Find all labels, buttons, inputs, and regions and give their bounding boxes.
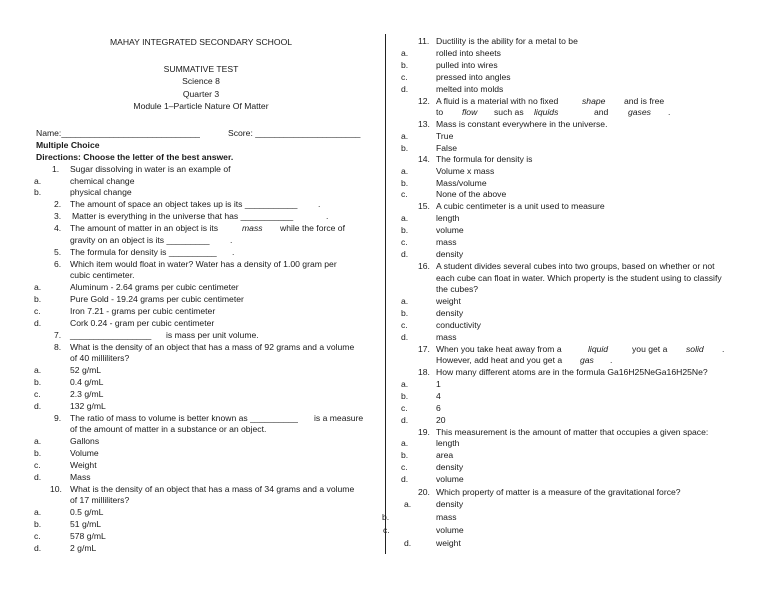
q8-b-text[interactable]: 0.4 g/mL: [70, 377, 104, 387]
q20-c-letter: c.: [383, 525, 390, 535]
q12-answer-shape: shape: [582, 96, 606, 106]
q16-continuation-2: the cubes?: [436, 284, 479, 294]
q6-d-letter: d.: [34, 318, 42, 328]
q6-continuation: cubic centimeter.: [70, 270, 135, 280]
q10-b-letter: b.: [34, 519, 42, 529]
q18-d-letter: d.: [401, 415, 409, 425]
q16-text: A student divides several cubes into two groups, based on whether or not: [436, 261, 715, 271]
q16-c-text[interactable]: conductivity: [436, 320, 481, 330]
q2-dot: .: [318, 199, 321, 209]
q20-d-letter: d.: [404, 538, 412, 548]
q6-a-text[interactable]: Aluminum - 2.64 grams per cubic centimeter: [70, 282, 239, 292]
q20-number: 20.: [418, 487, 430, 497]
q9-number: 9.: [54, 413, 62, 423]
q8-c-letter: c.: [34, 389, 41, 399]
q13-b-text[interactable]: False: [436, 143, 458, 153]
q8-b-letter: b.: [34, 377, 42, 387]
q10-a-text[interactable]: 0.5 g/mL: [70, 507, 104, 517]
q12-dot: .: [668, 107, 671, 117]
q17-number: 17.: [418, 344, 430, 354]
q9-b-text[interactable]: Volume: [70, 448, 99, 458]
q6-a-letter: a.: [34, 282, 42, 292]
q10-number: 10.: [50, 484, 62, 494]
q12-answer-gases: gases: [628, 107, 651, 117]
q10-continuation: of 17 milliliters?: [70, 495, 130, 505]
q10-c-letter: c.: [34, 531, 41, 541]
q10-a-letter: a.: [34, 507, 42, 517]
q12-and: and: [594, 107, 609, 117]
q16-b-letter: b.: [401, 308, 409, 318]
q19-a-text[interactable]: length: [436, 438, 460, 448]
q12-text-2: and is free: [624, 96, 665, 106]
q18-a-letter: a.: [401, 379, 409, 389]
q13-a-text[interactable]: True: [436, 131, 454, 141]
q6-b-text[interactable]: Pure Gold - 19.24 grams per cubic centimeter: [70, 294, 244, 304]
name-blank: _____________________________: [61, 128, 200, 138]
q15-b-text[interactable]: volume: [436, 225, 464, 235]
q10-d-letter: d.: [34, 543, 42, 553]
q20-a-letter: a.: [404, 499, 412, 509]
q16-continuation: each cube can float in water. Which property is the student using to classify: [436, 273, 722, 283]
q17-text-2: you get a: [632, 344, 668, 354]
q15-c-letter: c.: [401, 237, 408, 247]
q1-a-text[interactable]: chemical change: [70, 176, 135, 186]
test-title: SUMMATIVE TEST: [163, 64, 239, 74]
q12-such-as: such as: [494, 107, 524, 117]
q20-b-text[interactable]: mass: [436, 512, 457, 522]
q8-number: 8.: [54, 342, 62, 352]
q9-continuation: of the amount of matter in a substance or an object.: [70, 424, 267, 434]
score-blank: ______________________: [255, 128, 361, 138]
q14-number: 14.: [418, 154, 430, 164]
q19-a-letter: a.: [401, 438, 409, 448]
q16-b-text[interactable]: density: [436, 308, 464, 318]
q20-a-text[interactable]: density: [436, 499, 464, 509]
q15-c-text[interactable]: mass: [436, 237, 457, 247]
q11-d-letter: d.: [401, 84, 409, 94]
q15-d-letter: d.: [401, 249, 409, 259]
q1-b-letter: b.: [34, 187, 42, 197]
q10-text: What is the density of an object that has a mass of 34 grams and a volume: [70, 484, 355, 494]
q6-d-text[interactable]: Cork 0.24 - gram per cubic centimeter: [70, 318, 215, 328]
q5-text: The formula for density is __________: [70, 247, 217, 257]
q16-number: 16.: [418, 261, 430, 271]
q8-text: What is the density of an object that has a mass of 92 grams and a volume: [70, 342, 355, 352]
q13-number: 13.: [418, 119, 430, 129]
q8-continuation: of 40 milliliters?: [70, 353, 130, 363]
q6-c-text[interactable]: Iron 7.21 - grams per cubic centimeter: [70, 306, 216, 316]
q4-text-2: while the force of: [280, 223, 345, 233]
q5-dot: .: [232, 247, 235, 257]
q9-a-letter: a.: [34, 436, 42, 446]
q18-a-text[interactable]: 1: [436, 379, 441, 389]
q3-number: 3.: [54, 211, 62, 221]
q4-text: The amount of matter in an object is its: [70, 223, 219, 233]
q9-d-text[interactable]: Mass: [70, 472, 91, 482]
q17-answer-gas: gas: [580, 355, 594, 365]
q4-dot: .: [230, 235, 233, 245]
q11-d-text[interactable]: melted into molds: [436, 84, 504, 94]
q7-number: 7.: [54, 330, 62, 340]
name-field[interactable]: [36, 128, 200, 138]
q10-d-text[interactable]: 2 g/mL: [70, 543, 97, 553]
q11-b-letter: b.: [401, 60, 409, 70]
q15-a-letter: a.: [401, 213, 409, 223]
q15-d-text[interactable]: density: [436, 249, 464, 259]
q8-a-letter: a.: [34, 365, 42, 375]
q12-text: A fluid is a material with no fixed: [436, 96, 559, 106]
q11-number: 11.: [418, 36, 430, 46]
q17-dot-2: .: [610, 355, 613, 365]
q19-c-letter: c.: [401, 462, 408, 472]
q3-dot: .: [326, 211, 329, 221]
q19-b-text[interactable]: area: [436, 450, 454, 460]
q11-a-text[interactable]: rolled into sheets: [436, 48, 501, 58]
q5-number: 5.: [54, 247, 62, 257]
q16-d-text[interactable]: mass: [436, 332, 457, 342]
q9-text: The ratio of mass to volume is better known as __________: [70, 413, 298, 423]
q10-c-text[interactable]: 578 g/mL: [70, 531, 106, 541]
section-title: Multiple Choice: [36, 140, 100, 150]
q4-number: 4.: [54, 223, 62, 233]
q3-text: Matter is everything in the universe that has ___________: [72, 211, 294, 221]
q19-d-letter: d.: [401, 474, 409, 484]
q11-text: Ductility is the ability for a metal to be: [436, 36, 578, 46]
q13-b-letter: b.: [401, 143, 409, 153]
q18-b-text[interactable]: 4: [436, 391, 441, 401]
q12-answer-flow: flow: [462, 107, 478, 117]
directions: Directions: Choose the letter of the best answer.: [36, 152, 234, 162]
q9-c-text[interactable]: Weight: [70, 460, 97, 470]
q19-d-text[interactable]: volume: [436, 474, 464, 484]
q15-text: A cubic centimeter is a unit used to measure: [436, 201, 605, 211]
q19-text: This measurement is the amount of matter that occupies a given space:: [436, 427, 709, 437]
q14-a-letter: a.: [401, 166, 409, 176]
q19-c-text[interactable]: density: [436, 462, 464, 472]
q11-a-letter: a.: [401, 48, 409, 58]
q17-answer-solid: solid: [686, 344, 704, 354]
q2-number: 2.: [54, 199, 62, 209]
q17-answer-liquid: liquid: [588, 344, 609, 354]
q16-a-letter: a.: [401, 296, 409, 306]
q1-number: 1.: [52, 164, 60, 174]
score-field[interactable]: [228, 128, 360, 138]
q14-b-letter: b.: [401, 178, 409, 188]
q9-c-letter: c.: [34, 460, 41, 470]
q13-a-letter: a.: [401, 131, 409, 141]
q6-text: Which item would float in water? Water has a density of 1.00 gram per: [70, 259, 337, 269]
q12-to: to: [436, 107, 444, 117]
q10-b-text[interactable]: 51 g/mL: [70, 519, 102, 529]
q8-d-letter: d.: [34, 401, 42, 411]
q18-c-text[interactable]: 6: [436, 403, 441, 413]
q11-b-text[interactable]: pulled into wires: [436, 60, 498, 70]
quarter: Quarter 3: [182, 89, 220, 99]
q9-d-letter: d.: [34, 472, 42, 482]
q20-text: Which property of matter is a measure of the gravitational force?: [436, 487, 681, 497]
q11-c-text[interactable]: pressed into angles: [436, 72, 511, 82]
q19-b-letter: b.: [401, 450, 409, 460]
q8-a-text[interactable]: 52 g/mL: [70, 365, 102, 375]
q14-c-text[interactable]: None of the above: [436, 189, 507, 199]
q14-c-letter: c.: [401, 189, 408, 199]
school-name: MAHAY INTEGRATED SECONDARY SCHOOL: [109, 37, 293, 47]
q1-b-text[interactable]: physical change: [70, 187, 132, 197]
q13-text: Mass is constant everywhere in the universe.: [436, 119, 608, 129]
q17-dot: .: [722, 344, 725, 354]
q12-number: 12.: [418, 96, 430, 106]
q15-a-text[interactable]: length: [436, 213, 460, 223]
q11-c-letter: c.: [401, 72, 408, 82]
q6-b-letter: b.: [34, 294, 42, 304]
q4-continuation: gravity on an object is its _________: [70, 235, 210, 245]
q12-answer-liquids: liquids: [534, 107, 559, 117]
q17-continuation: However, add heat and you get a: [436, 355, 563, 365]
q16-a-text[interactable]: weight: [436, 296, 461, 306]
module-title: Module 1–Particle Nature Of Matter: [133, 101, 269, 111]
q15-number: 15.: [418, 201, 430, 211]
q9-a-text[interactable]: Gallons: [70, 436, 100, 446]
q18-c-letter: c.: [401, 403, 408, 413]
q14-b-text[interactable]: Mass/volume: [436, 178, 487, 188]
q17-text: When you take heat away from a: [436, 344, 562, 354]
q15-b-letter: b.: [401, 225, 409, 235]
q1-a-letter: a.: [34, 176, 42, 186]
name-label: Name:: [36, 128, 62, 138]
q18-number: 18.: [418, 367, 430, 377]
q19-number: 19.: [418, 427, 430, 437]
q14-a-text[interactable]: Volume x mass: [436, 166, 495, 176]
score-label: Score:: [228, 128, 253, 138]
q1-text: Sugar dissolving in water is an example of: [70, 164, 231, 174]
q9-text-2: is a measure: [314, 413, 364, 423]
q16-d-letter: d.: [401, 332, 409, 342]
q7-blank: _________________: [70, 330, 152, 340]
q18-d-text[interactable]: 20: [436, 415, 446, 425]
q4-answer-mass: mass: [242, 223, 263, 233]
q7-text: is mass per unit volume.: [166, 330, 259, 340]
q18-text: How many different atoms are in the formula Ga16H25NeGa16H25Ne?: [436, 367, 708, 377]
q20-c-text[interactable]: volume: [436, 525, 464, 535]
q20-b-letter: b.: [382, 512, 390, 522]
q9-b-letter: b.: [34, 448, 42, 458]
q6-c-letter: c.: [34, 306, 41, 316]
q20-d-text[interactable]: weight: [436, 538, 461, 548]
q16-c-letter: c.: [401, 320, 408, 330]
q18-b-letter: b.: [401, 391, 409, 401]
q14-text: The formula for density is: [436, 154, 533, 164]
q2-text: The amount of space an object takes up is its ___________: [70, 199, 298, 209]
q8-d-text[interactable]: 132 g/mL: [70, 401, 106, 411]
column-divider: [385, 34, 386, 554]
q6-number: 6.: [54, 259, 62, 269]
q8-c-text[interactable]: 2.3 g/mL: [70, 389, 104, 399]
subject: Science 8: [182, 76, 220, 86]
